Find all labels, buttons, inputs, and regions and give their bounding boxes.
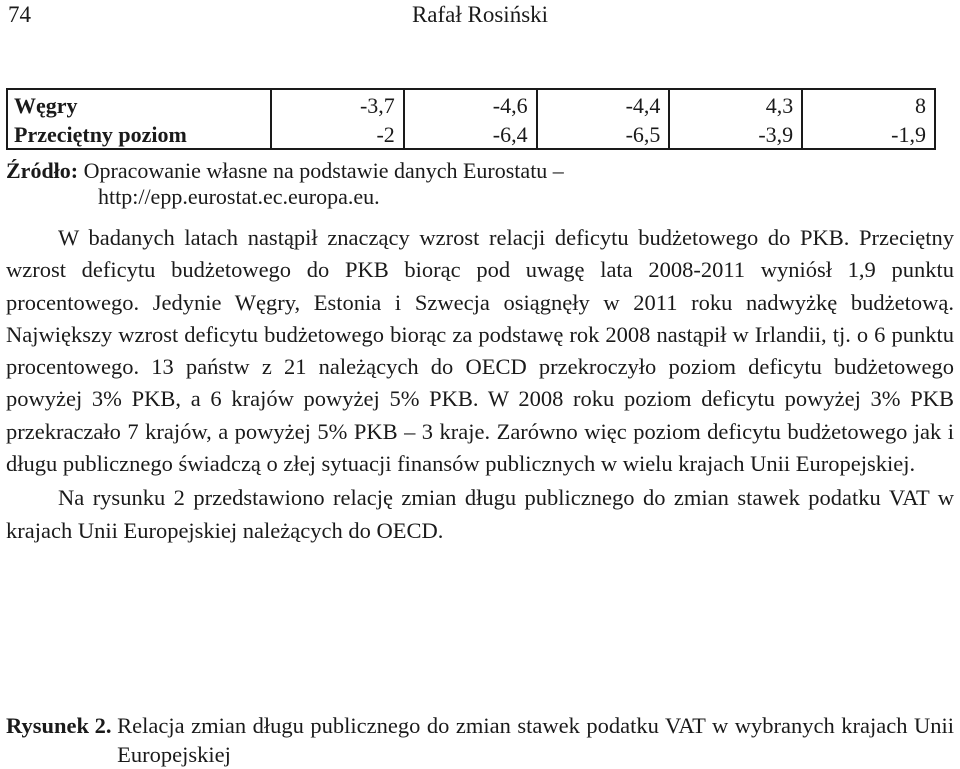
running-title-author: Rafał Rosiński	[411, 2, 549, 27]
table-cell: -6,4	[404, 119, 537, 149]
page-number: 74	[8, 2, 31, 27]
page-header	[8, 2, 952, 32]
table-cell: 8	[802, 89, 935, 119]
data-table	[6, 88, 936, 150]
table-cell: -1,9	[802, 119, 935, 149]
figure-caption	[6, 711, 954, 769]
table-cell: 4,3	[669, 89, 802, 119]
row-label: Przeciętny poziom	[7, 119, 271, 149]
row-label: Węgry	[7, 89, 271, 119]
paragraph: Na rysunku 2 przedstawiono relację zmian długu publicznego do zmian stawek podatku VAT w krajach Unii Europejskiej należących do OECD.	[6, 485, 954, 543]
figure-caption-text: Relacja zmian długu publicznego do zmian stawek podatku VAT w wybranych krajach Unii Europejskiej	[117, 713, 954, 767]
table-cell: -3,9	[669, 119, 802, 149]
table-cell: -6,5	[537, 119, 670, 149]
figure-label: Rysunek 2.	[6, 713, 112, 738]
table-row	[7, 89, 935, 119]
body-text	[6, 222, 954, 547]
table-row	[7, 119, 935, 149]
source-text: Opracowanie własne na podstawie danych Eurostatu –	[83, 158, 564, 183]
source-label: Źródło:	[6, 158, 79, 183]
table-cell: -4,4	[537, 89, 670, 119]
table-cell: -4,6	[404, 89, 537, 119]
table-cell: -3,7	[271, 89, 404, 119]
source-url: http://epp.eurostat.ec.europa.eu.	[98, 184, 380, 209]
paragraph: W badanych latach nastąpił znaczący wzrost relacji deficytu budżetowego do PKB. Przeciętny wzrost deficytu budżetowego do PKB biorąc pod uwagę lata 2008-2011 wyniósł 1,9 punktu procentowego. Jedynie Węgry, Estonia i Szwecja osiągnęły w 2011 roku nadwyżkę budżetową. Największy wzrost deficytu budżetowego biorąc za podstawę rok 2008 nastąpił w Irlandii, tj. o 6 punktu procentowego. 13 państw z 21 należących do OECD przekroczyło poziom deficytu budżetowego powyżej 3% PKB, a 6 krajów powyżej 5% PKB. W 2008 roku poziom deficytu powyżej 3% PKB przekraczało 7 krajów, a powyżej 5% PKB – 3 kraje. Zarówno więc poziom deficytu budżetowego jak i długu publicznego świadczą o złej sytuacji finansów publicznych w wielu krajach Unii Europejskiej.	[6, 225, 954, 477]
table-cell: -2	[271, 119, 404, 149]
source-note	[6, 158, 946, 210]
